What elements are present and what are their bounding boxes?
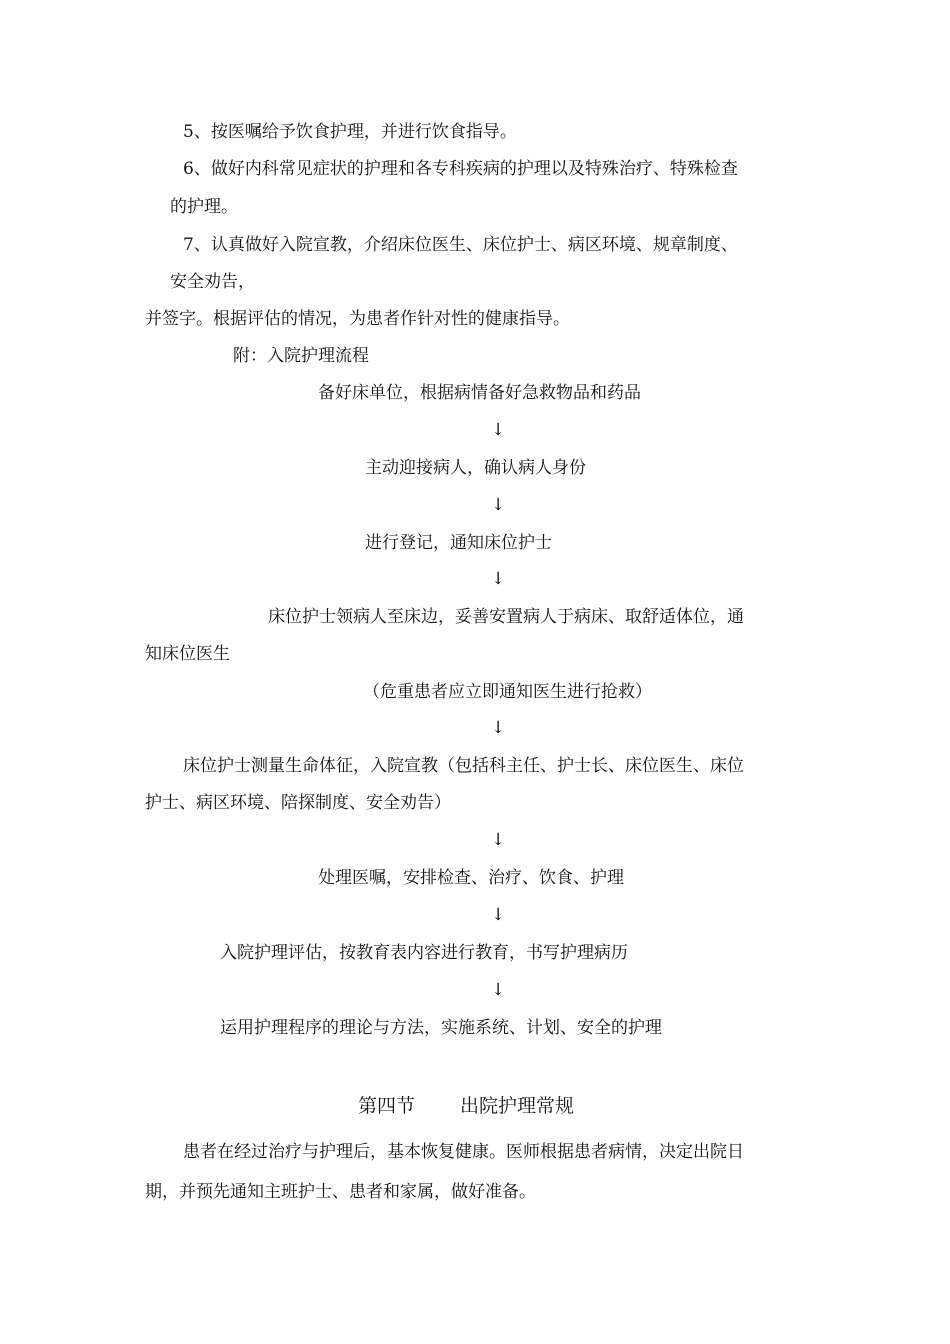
flow-step-2: 主动迎接病人，确认病人身份 xyxy=(365,458,586,478)
flow-arrow-5: ↓ xyxy=(491,830,506,850)
flow-arrow-4: ↓ xyxy=(491,718,506,738)
flow-arrow-7: ↓ xyxy=(491,980,506,1000)
flow-step-8: 运用护理程序的理论与方法，实施系统、计划、安全的护理 xyxy=(220,1018,662,1038)
flow-arrow-2: ↓ xyxy=(491,495,506,515)
flow-step-3: 进行登记，通知床位护士 xyxy=(365,533,552,553)
section-title: 出院护理常规 xyxy=(460,1095,575,1117)
section-number: 第四节 xyxy=(358,1095,416,1117)
flow-step-4-line-1: 床位护士领病人至床边，妥善安置病人于病床、取舒适体位，通 xyxy=(268,607,744,627)
flow-title: 附：入院护理流程 xyxy=(233,346,369,366)
flow-step-7: 入院护理评估，按教育表内容进行教育，书写护理病历 xyxy=(220,943,628,963)
flow-step-5-line-2: 护士、病区环境、陪探制度、安全劝告） xyxy=(145,793,451,813)
section-paragraph-line-1: 患者在经过治疗与护理后，基本恢复健康。医师根据患者病情，决定出院日 xyxy=(183,1142,744,1162)
flow-arrow-1: ↓ xyxy=(491,420,506,440)
flow-step-4-line-2: 知床位医生 xyxy=(145,644,230,664)
flow-step-4-note: （危重患者应立即通知医生进行抢救） xyxy=(363,682,652,702)
flow-step-1: 备好床单位，根据病情备好急救物品和药品 xyxy=(318,383,641,403)
item-7-line-1: 7、认真做好入院宣教，介绍床位医生、床位护士、病区环境、规章制度、 xyxy=(183,235,738,255)
item-7-line-3: 并签字。根据评估的情况，为患者作针对性的健康指导。 xyxy=(145,309,570,329)
flow-arrow-6: ↓ xyxy=(491,905,506,925)
flow-arrow-3: ↓ xyxy=(491,569,506,589)
item-6-line-1: 6、做好内科常见症状的护理和各专科疾病的护理以及特殊治疗、特殊检查 xyxy=(183,159,738,179)
item-5: 5、按医嘱给予饮食护理，并进行饮食指导。 xyxy=(183,122,517,142)
item-7-line-2: 安全劝告， xyxy=(170,272,255,292)
flow-step-5-line-1: 床位护士测量生命体征，入院宣教（包括科主任、护士长、床位医生、床位 xyxy=(183,756,744,776)
section-paragraph-line-2: 期，并预先通知主班护士、患者和家属，做好准备。 xyxy=(145,1182,536,1202)
item-6-line-2: 的护理。 xyxy=(170,197,238,217)
flow-step-6: 处理医嘱，安排检查、治疗、饮食、护理 xyxy=(318,868,624,888)
